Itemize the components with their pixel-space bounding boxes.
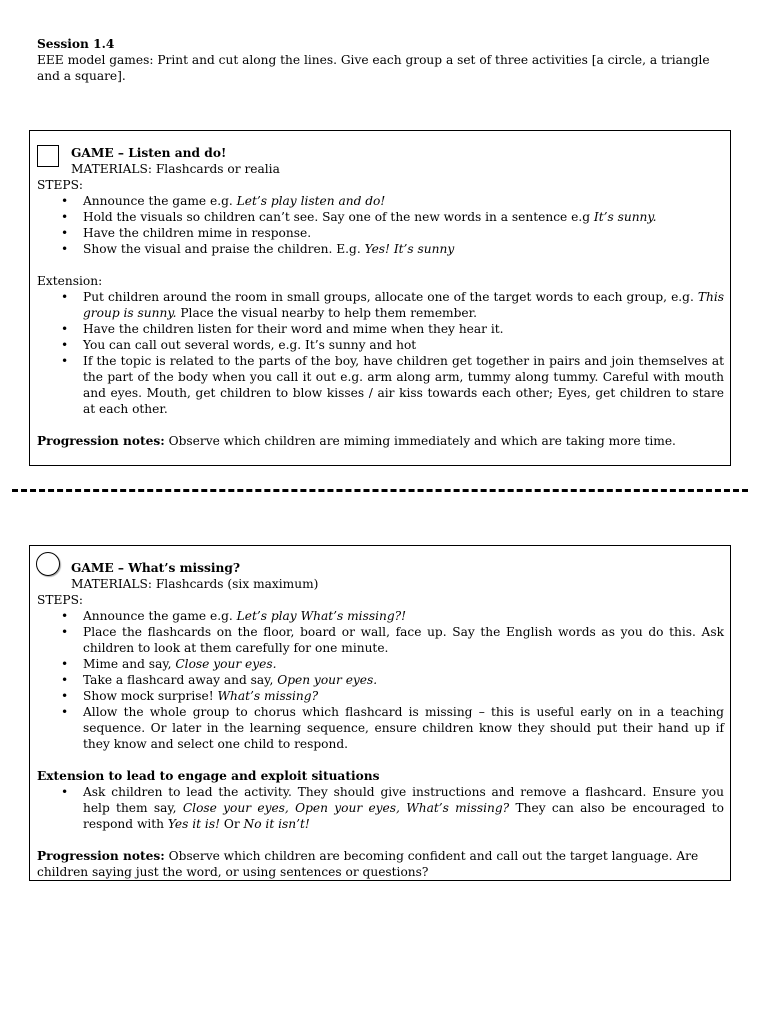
game-title: GAME – What’s missing? (71, 561, 241, 575)
page-header (37, 36, 727, 84)
progression-notes: Progression notes: Observe which children are miming immediately and which are taking more time. (37, 434, 676, 448)
list-item: • Announce the game e.g. Let’s play listen and do! (83, 193, 724, 209)
game-card-whats-missing (29, 545, 731, 881)
list-item: • Show mock surprise! What’s missing? (83, 688, 724, 704)
game-title: GAME – Listen and do! (71, 146, 227, 160)
materials-line: MATERIALS: Flashcards or realia (71, 162, 280, 176)
square-icon (37, 145, 59, 167)
steps-list (37, 193, 724, 257)
list-item: • Place the flashcards on the floor, board or wall, face up. Say the English words as you do this. Ask children to look at them carefully for one minute. (83, 624, 724, 656)
list-item: • Take a flashcard away and say, Open your eyes. (83, 672, 724, 688)
circle-icon (36, 552, 60, 576)
session-title: Session 1.4 (37, 37, 115, 51)
list-item: • Allow the whole group to chorus which flashcard is missing – this is useful early on in a teaching sequence. Or later in the learning sequence, ensure children know they should put their hand up if they know and select one child to respond. (83, 704, 724, 752)
extension-label: Extension: (37, 274, 103, 288)
list-item: • Hold the visuals so children can’t see. Say one of the new words in a sentence e.g It’s sunny. (83, 209, 724, 225)
steps-label: STEPS: (37, 593, 84, 607)
session-intro: EEE model games: Print and cut along the lines. Give each group a set of three activities [a circle, a triangle and a square]. (37, 53, 710, 83)
steps-list (37, 608, 724, 752)
list-item: • Announce the game e.g. Let’s play What’s missing?! (83, 608, 724, 624)
extension-list (37, 784, 724, 832)
game-card-listen-and-do (29, 130, 731, 466)
list-item: • Ask children to lead the activity. They should give instructions and remove a flashcard. Ensure you help them say, Close your eyes, Open your eyes, What’s missing? They can also be encouraged to respond with Yes it is! Or No it isn’t! (83, 784, 724, 832)
list-item: • Show the visual and praise the children. E.g. Yes! It’s sunny (83, 241, 724, 257)
list-item: • Put children around the room in small groups, allocate one of the target words to each group, e.g. This group is sunny. Place the visual nearby to help them remember. (83, 289, 724, 321)
extension-list (37, 289, 724, 417)
cut-line (12, 489, 748, 492)
extension-label: Extension to lead to engage and exploit situations (37, 769, 380, 783)
progression-notes: Progression notes: Observe which children are becoming confident and call out the target language. Are children saying just the word, or using sentences or questions? (37, 849, 699, 879)
list-item: • Mime and say, Close your eyes. (83, 656, 724, 672)
steps-label: STEPS: (37, 178, 84, 192)
list-item: • Have the children listen for their word and mime when they hear it. (83, 321, 724, 337)
list-item: • Have the children mime in response. (83, 225, 724, 241)
materials-line: MATERIALS: Flashcards (six maximum) (71, 577, 319, 591)
list-item: • You can call out several words, e.g. It’s sunny and hot (83, 337, 724, 353)
list-item: • If the topic is related to the parts of the boy, have children get together in pairs and join themselves at the part of the body when you call it out e.g. arm along arm, tummy along tummy. Careful with mouth and eyes. Mouth, get children to blow kisses / air kiss towards each other; Eyes, get children to stare at each other. (83, 353, 724, 417)
